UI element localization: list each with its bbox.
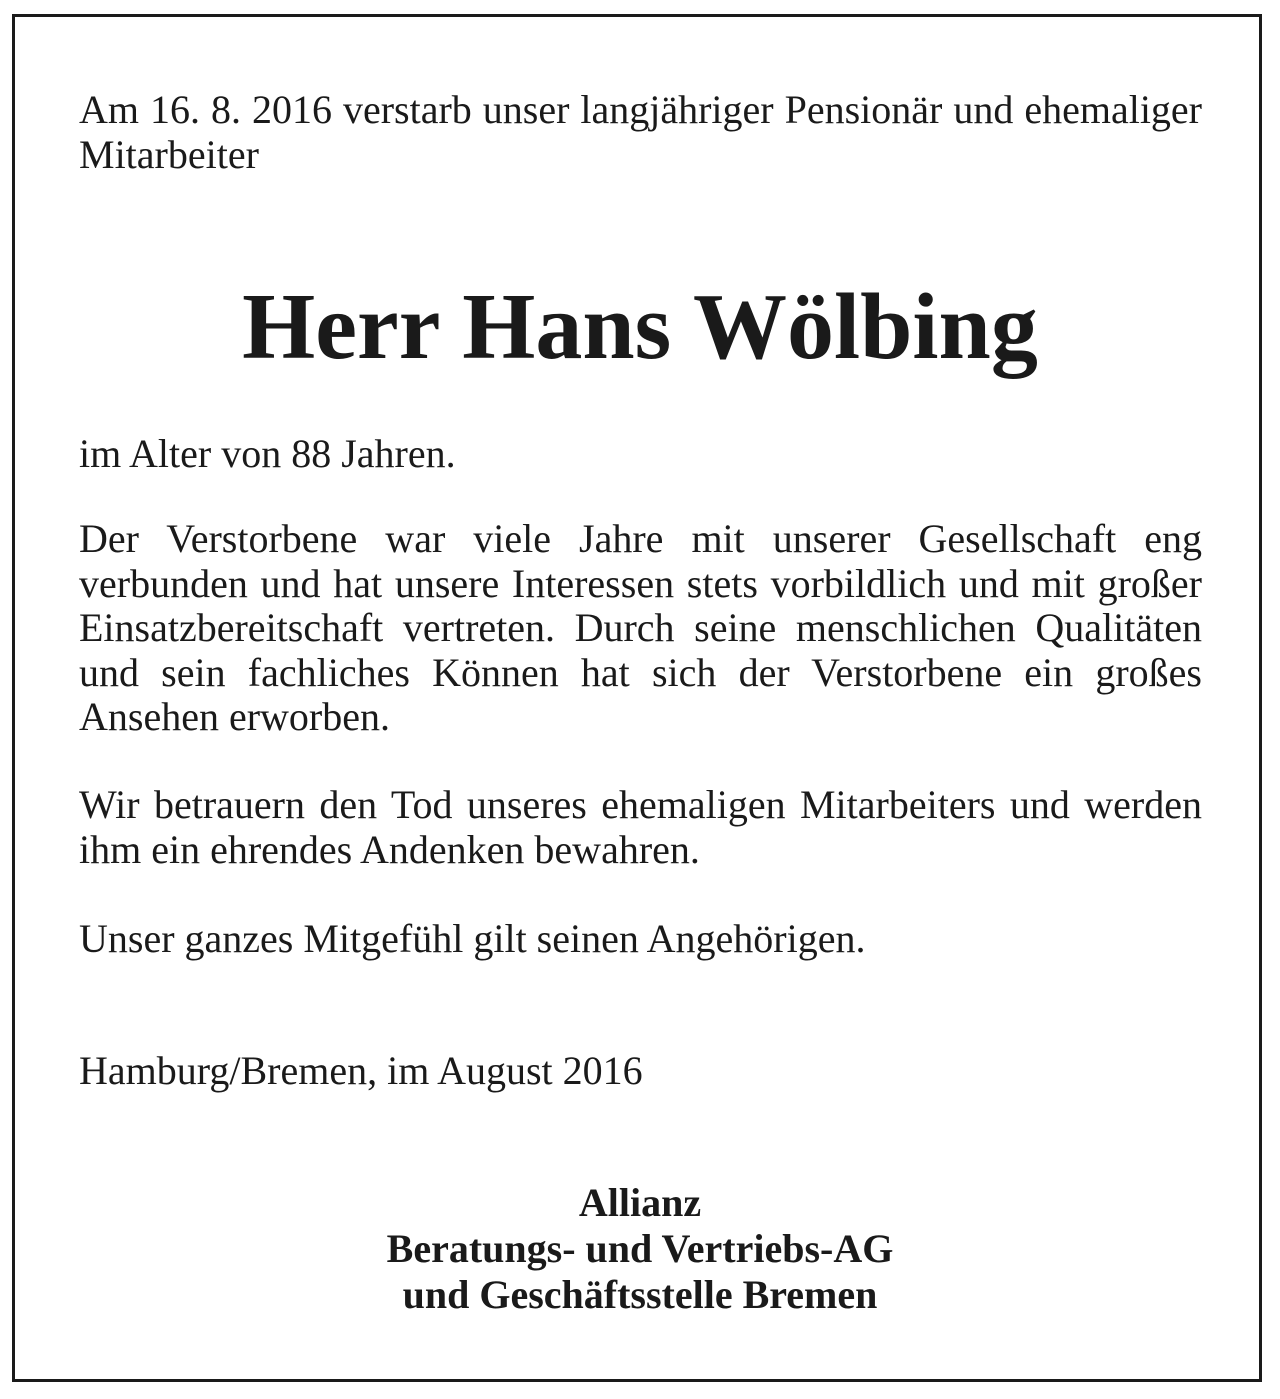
mourning-paragraph: Wir betrauern den Tod unseres ehemaligen Mitarbeiters und werden ihm ein ehrendes Andenken bewahren.	[79, 782, 1202, 872]
condolence-paragraph: Unser ganzes Mitgefühl gilt seinen Angehörigen.	[79, 916, 866, 961]
intro-text: Am 16. 8. 2016 verstarb unser langjähriger Pensionär und ehemaliger Mitarbeiter	[79, 87, 1202, 177]
signature-office: und Geschäftsstelle Bremen	[402, 1272, 878, 1317]
signature-company: Allianz	[578, 1180, 702, 1225]
signature-division: Beratungs- und Vertriebs-AG	[386, 1226, 894, 1271]
deceased-name: Herr Hans Wölbing	[242, 275, 1038, 379]
tribute-paragraph: Der Verstorbene war viele Jahre mit unserer Gesellschaft eng verbunden und hat unsere Interessen stets vorbildlich und mit großer Einsatzbereitschaft vertreten. Durch seine menschlichen Qualitäten und sein fachliches Können hat sich der Verstorbene ein großes Ansehen erworben.	[79, 516, 1202, 739]
signature-block	[0, 1180, 1280, 1318]
place-date: Hamburg/Bremen, im August 2016	[79, 1048, 643, 1093]
age-line: im Alter von 88 Jahren.	[79, 431, 456, 476]
